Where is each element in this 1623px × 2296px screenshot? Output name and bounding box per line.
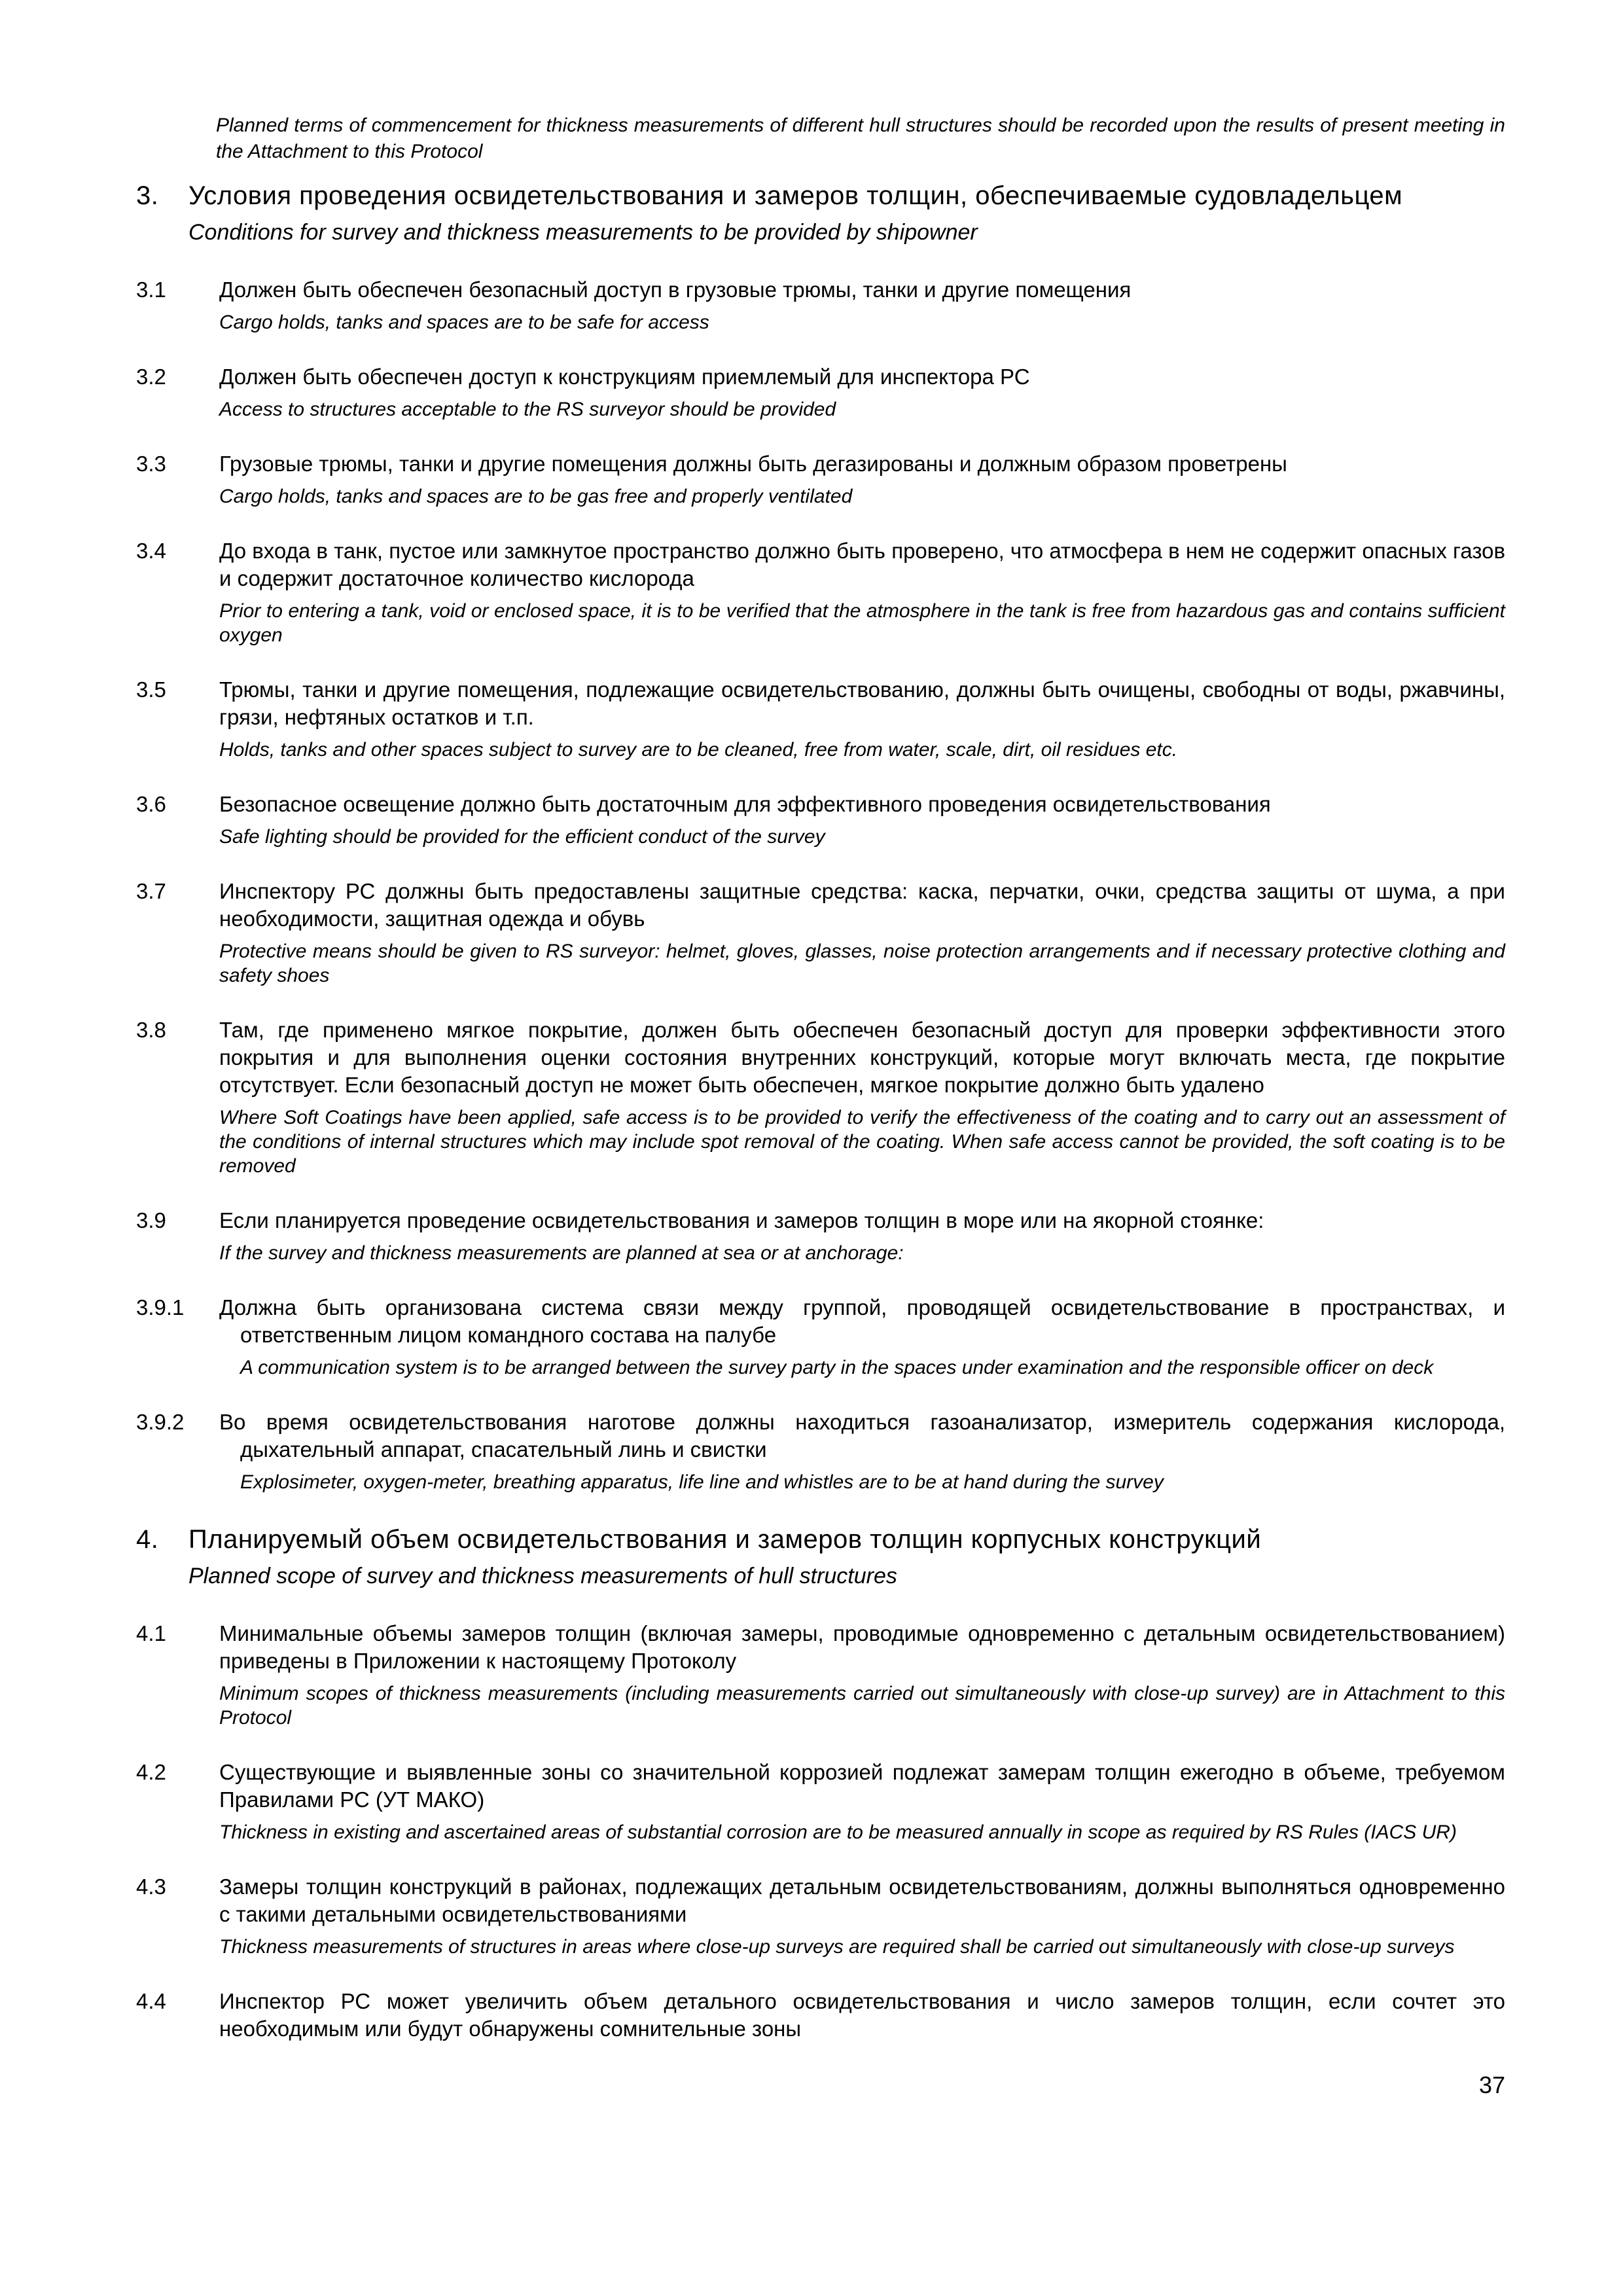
section-3-number: 3. [136,181,159,210]
item-body [219,1207,1505,1265]
item-body [219,450,1505,509]
item-number: 3.9.1 [136,1295,185,1319]
item-text-ru: Инспектор РС может увеличить объем детального освидетельствования и число замеров толщин, если сочтет это необходимым или будут обнаружены сомнительные зоны [219,1989,1505,2041]
item-body [219,1620,1505,1730]
item-number: 3.2 [136,365,166,389]
item-4-4 [136,1988,1505,2043]
item-3-9-1 [136,1294,1505,1380]
item-body [219,1016,1505,1178]
item-body [219,1294,1505,1380]
item-body [219,1988,1505,2043]
item-body [219,878,1505,988]
item-number: 3.5 [136,677,166,702]
section-4 [136,1523,1505,2043]
item-number: 4.3 [136,1874,166,1899]
item-text-en: Access to structures acceptable to the RS surveyor should be provided [219,399,836,420]
item-3-9 [136,1207,1505,1265]
section-4-heading [136,1523,1505,1556]
item-number: 3.9 [136,1208,166,1232]
section-3-title-en: Conditions for survey and thickness measurements to be provided by shipowner [188,220,978,245]
item-body [219,1408,1505,1494]
item-text-ru: Минимальные объемы замеров толщин (включая замеры, проводимые одновременно с детальным освидетельствованием) приведены в Приложении к настоящему Протоколу [219,1621,1505,1673]
item-text-ru: Должна быть организована система связи между группой, проводящей освидетельствование в пространствах, и ответственным лицом командного состава на палубе [219,1295,1505,1347]
section-4-title-en: Planned scope of survey and thickness measurements of hull structures [188,1564,897,1588]
item-number: 3.7 [136,879,166,903]
item-text-en: Minimum scopes of thickness measurements (including measurements carried out simultaneously with close-up survey) are in Attachment to this Protocol [219,1683,1505,1729]
section-3-title-ru: Условия проведения освидетельствования и замеров толщин, обеспечиваемые судовладельцем [188,181,1403,210]
section-4-number: 4. [136,1525,159,1554]
section-3-items [136,276,1505,1494]
item-body [219,676,1505,762]
section-4-title-ru: Планируемый объем освидетельствования и замеров толщин корпусных конструкций [188,1525,1262,1554]
item-text-en: A communication system is to be arranged between the survey party in the spaces under examination and the responsible officer on deck [240,1357,1434,1378]
item-3-8 [136,1016,1505,1178]
item-text-en: Cargo holds, tanks and spaces are to be safe for access [219,312,709,333]
item-number: 3.9.2 [136,1410,185,1434]
item-body [219,537,1505,647]
item-text-ru: Безопасное освещение должно быть достаточным для эффективного проведения освидетельствования [219,792,1271,816]
item-3-3 [136,450,1505,509]
item-3-5 [136,676,1505,762]
item-number: 4.2 [136,1760,166,1784]
item-3-6 [136,791,1505,849]
item-number: 3.6 [136,792,166,816]
item-text-ru: Замеры толщин конструкций в районах, подлежащих детальным освидетельствованиям, должны выполняться одновременно с такими детальными освидетельствованиями [219,1874,1505,1926]
item-3-1 [136,276,1505,334]
item-4-3 [136,1873,1505,1959]
item-body [219,363,1505,422]
item-number: 3.3 [136,452,166,476]
intro-paragraph: Planned terms of commencement for thickness measurements of different hull structures should be recorded upon the results of present meeting in the Attachment to this Protocol [216,115,1505,162]
item-text-ru: Существующие и выявленные зоны со значительной коррозией подлежат замерам толщин ежегодно в объеме, требуемом Правилами РС (УТ МАКО) [219,1760,1505,1812]
item-text-en: Thickness in existing and ascertained areas of substantial corrosion are to be measured annually in scope as required by RS Rules (IACS UR) [219,1821,1457,1843]
item-4-2 [136,1759,1505,1844]
item-text-ru: Если планируется проведение освидетельствования и замеров толщин в море или на якорной стоянке: [219,1208,1264,1232]
item-number: 3.1 [136,278,166,302]
item-text-ru: До входа в танк, пустое или замкнутое пространство должно быть проверено, что атмосфера в нем не содержит опасных газов и содержит достаточное количество кислорода [219,539,1505,590]
item-3-4 [136,537,1505,647]
item-text-en: If the survey and thickness measurements are planned at sea or at anchorage: [219,1242,904,1264]
item-3-7 [136,878,1505,988]
item-3-9-2 [136,1408,1505,1494]
item-text-en: Protective means should be given to RS surveyor: helmet, gloves, glasses, noise protection arrangements and if necessary protective clothing and safety shoes [219,941,1505,986]
item-text-ru: Во время освидетельствования наготове должны находиться газоанализатор, измеритель содержания кислорода, дыхательный аппарат, спасательный линь и свистки [219,1410,1505,1462]
item-number: 4.4 [136,1989,166,2013]
item-3-2 [136,363,1505,422]
item-text-en: Safe lighting should be provided for the efficient conduct of the survey [219,826,825,848]
item-number: 3.4 [136,539,166,563]
section-3 [136,179,1505,1494]
item-text-ru: Инспектору РС должны быть предоставлены защитные средства: каска, перчатки, очки, средства защиты от шума, а при необходимости, защитная одежда и обувь [219,879,1505,931]
item-number: 4.1 [136,1621,166,1645]
page-number: 37 [1478,2072,1505,2098]
item-text-en: Holds, tanks and other spaces subject to survey are to be cleaned, free from water, scale, dirt, oil residues etc. [219,739,1178,761]
page-content [136,0,1505,2099]
item-body [219,1873,1505,1959]
item-text-ru: Трюмы, танки и другие помещения, подлежащие освидетельствованию, должны быть очищены, свободны от воды, ржавчины, грязи, нефтяных остатков и т.п. [219,677,1505,729]
item-text-ru: Должен быть обеспечен безопасный доступ в грузовые трюмы, танки и другие помещения [219,278,1132,302]
item-text-en: Thickness measurements of structures in areas where close-up surveys are required shall be carried out simultaneously with close-up surveys [219,1936,1455,1958]
item-body [219,791,1505,849]
item-text-ru: Грузовые трюмы, танки и другие помещения должны быть дегазированы и должным образом проветрены [219,452,1287,476]
item-4-1 [136,1620,1505,1730]
item-body [219,1759,1505,1844]
section-3-heading [136,179,1505,212]
item-text-en: Explosimeter, oxygen-meter, breathing apparatus, life line and whistles are to be at hand during the survey [240,1471,1164,1493]
item-text-en: Prior to entering a tank, void or enclosed space, it is to be verified that the atmosphere in the tank is free from hazardous gas and contains sufficient oxygen [219,600,1505,646]
item-text-en: Where Soft Coatings have been applied, safe access is to be provided to verify the effectiveness of the coating and to carry out an assessment of the conditions of internal structures which may include spot removal of the coating. When safe access cannot be provided, the soft coating is to be removed [219,1107,1505,1177]
section-4-items [136,1620,1505,2043]
item-number: 3.8 [136,1018,166,1042]
item-text-en: Cargo holds, tanks and spaces are to be gas free and properly ventilated [219,486,853,507]
item-body [219,276,1505,334]
item-text-ru: Там, где применено мягкое покрытие, должен быть обеспечен безопасный доступ для проверки эффективности этого покрытия и для выполнения оценки состояния внутренних конструкций, которые могут включать места, где покрытие отсутствует. Если безопасный доступ не может быть обеспечен, мягкое покрытие должно быть удалено [219,1018,1505,1097]
item-text-ru: Должен быть обеспечен доступ к конструкциям приемлемый для инспектора РС [219,365,1030,389]
